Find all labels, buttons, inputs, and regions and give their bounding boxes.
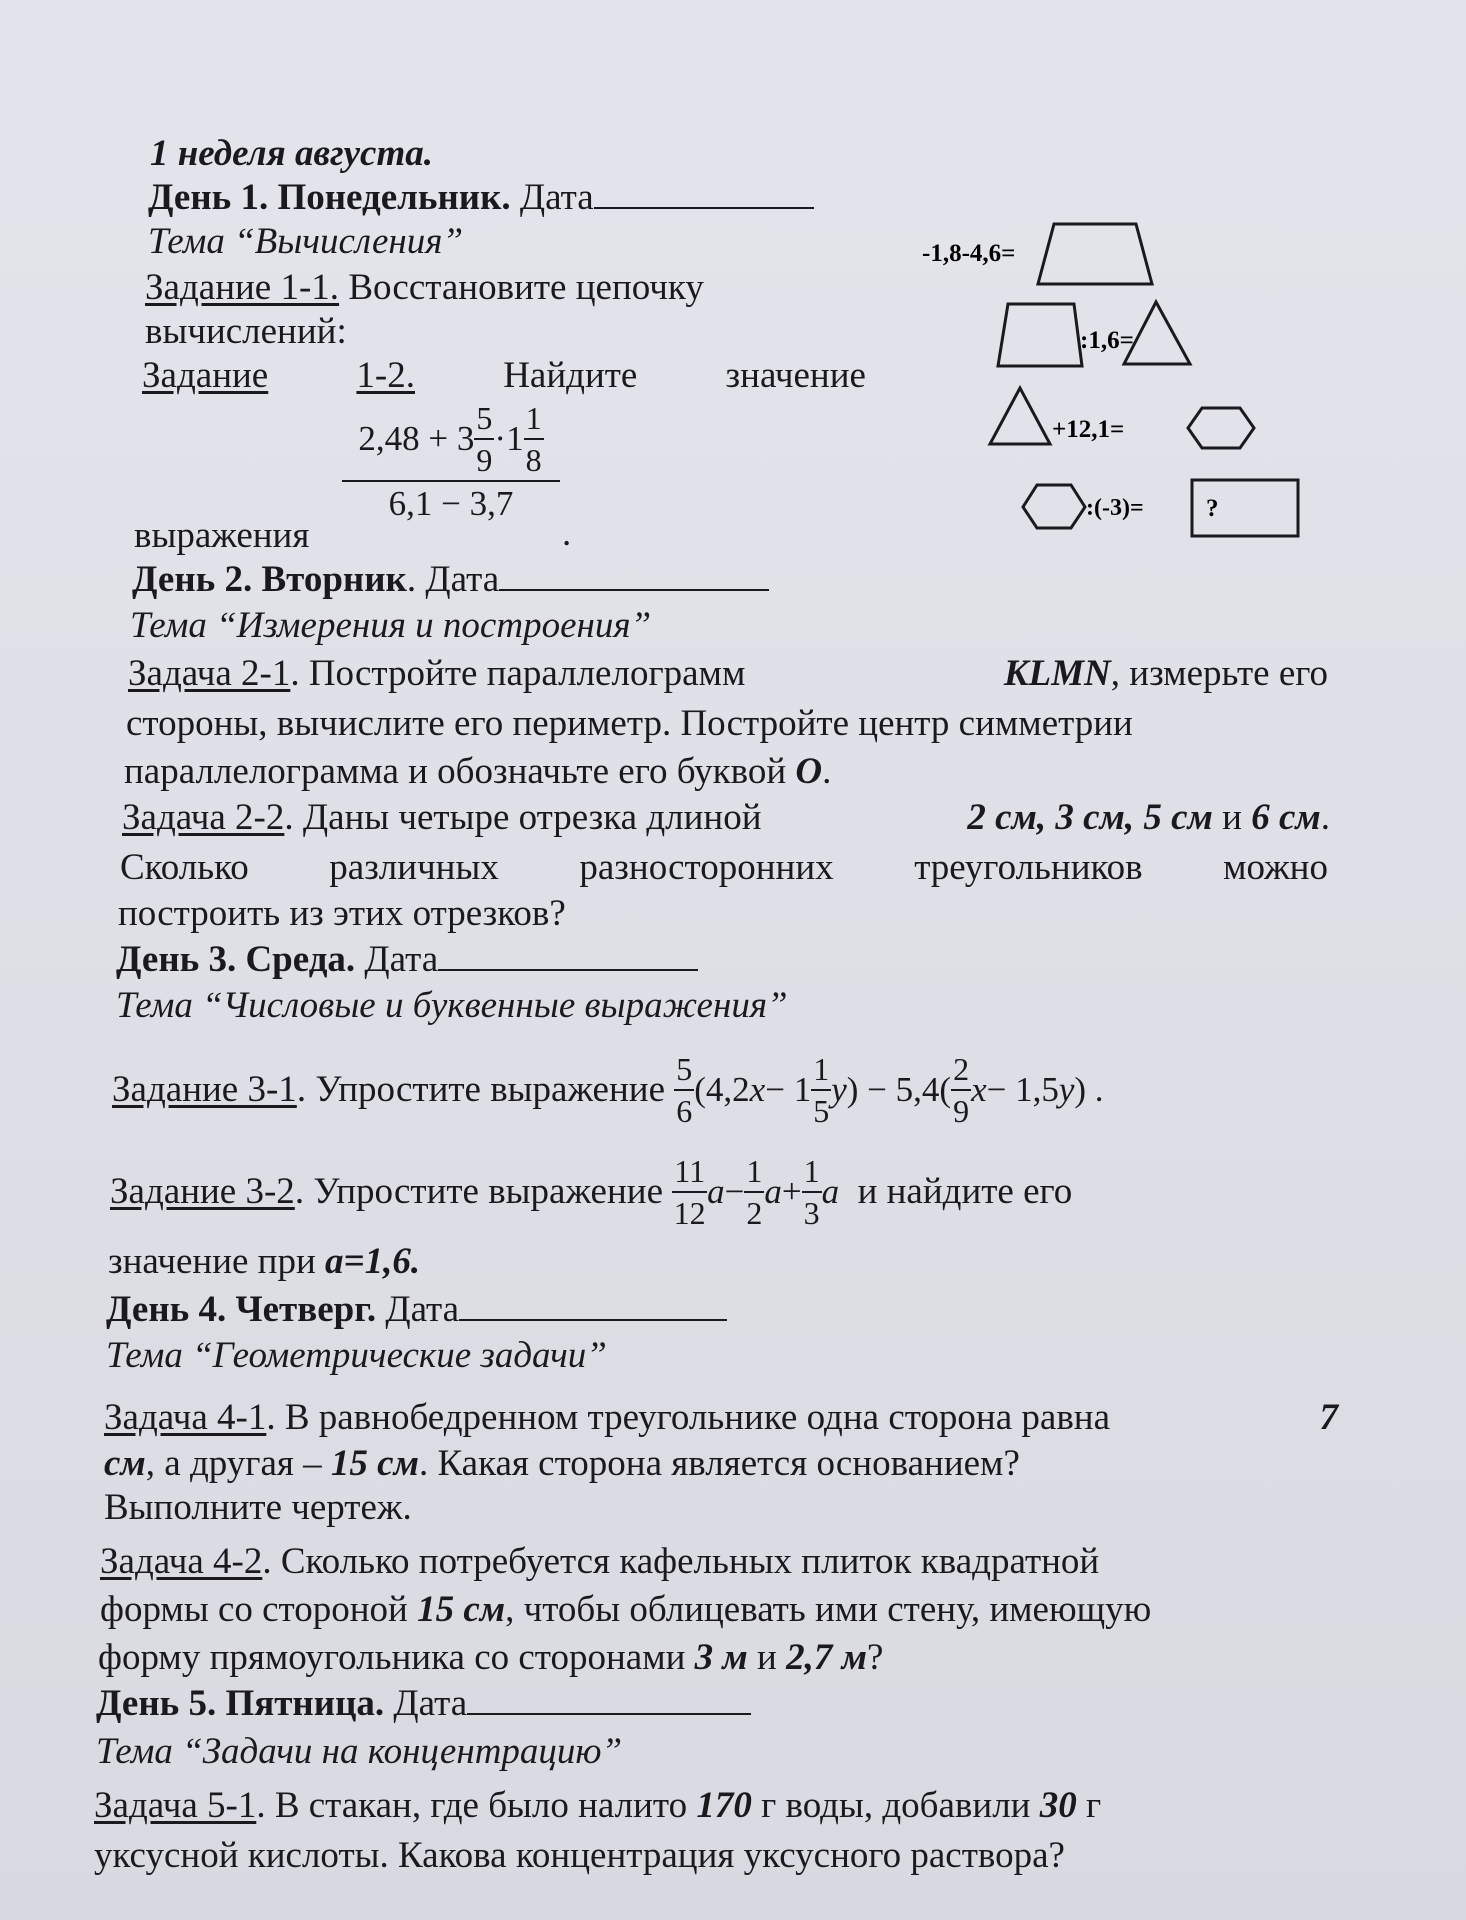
task-5-1-line1: Задача 5-1. В стакан, где было налито 170 г воды, добавили 30 г — [94, 1785, 1102, 1826]
day1-heading: День 1. Понедельник. Дата — [148, 176, 814, 220]
chain-step-2: :1,6= — [1080, 327, 1134, 354]
task-2-1-line2: стороны, вычислите его периметр. Постройте центр симметрии — [126, 703, 1133, 744]
task-2-1-line1: Задача 2-1. Постройте параллелограмм KLMN, измерьте его — [128, 653, 1328, 694]
task-4-2-line3: форму прямоугольника со сторонами 3 м и 2,7 м? — [98, 1637, 884, 1678]
task-2-2-line2: Сколько различных разносторонних треугольников можно — [120, 847, 1328, 888]
week-heading: 1 неделя августа. — [150, 133, 434, 174]
day4-heading: День 4. Четверг. Дата — [106, 1288, 727, 1332]
chain-step-3: +12,1= — [1052, 416, 1125, 443]
triangle-icon — [1124, 302, 1190, 364]
task-2-1-line3: параллелограмма и обозначьте его буквой O. — [124, 751, 832, 792]
expression-word: выражения — [134, 515, 310, 556]
day3-theme: Тема “Числовые и буквенные выражения” — [116, 985, 788, 1026]
trapezoid-icon-2 — [998, 304, 1082, 366]
calculation-chain — [900, 210, 1320, 550]
chain-step-1: -1,8-4,6= — [922, 240, 1016, 267]
day5-theme: Тема “Задачи на концентрацию” — [96, 1731, 623, 1772]
task-1-1: Задание 1-1. Восстановите цепочку — [145, 267, 704, 308]
triangle-icon-2 — [990, 388, 1050, 444]
task-4-2-line1: Задача 4-2. Сколько потребуется кафельных плиток квадратной — [100, 1541, 1100, 1582]
task-2-2-line1: Задача 2-2. Даны четыре отрезка длиной 2 см, 3 см, 5 см и 6 см. — [122, 797, 1330, 838]
task-3-1: Задание 3-1 . Упростите выражение $\frac{5}{6}$ (4,2 x − 1 $\frac{1}{5}$ y ) − 5,4( $\frac{2}{9}$ x − 1,5 y ) . — [112, 1051, 1104, 1129]
task-4-2-line2: формы со стороной 15 см, чтобы облицевать ими стену, имеющую — [100, 1589, 1152, 1630]
trapezoid-icon — [1038, 224, 1152, 284]
task-4-1-line3: Выполните чертеж. — [104, 1487, 412, 1528]
task-3-2: Задание 3-2 . Упростите выражение $\frac{11}{12}$ a − $\frac{1}{2}$ a + $\frac{1}{3}$ a и найдите его — [110, 1153, 1073, 1231]
day5-heading: День 5. Пятница. Дата — [96, 1682, 751, 1726]
expression-1-2: 2,48 + 3 $\frac{5}{9}$ ·1 $\frac{1}{8}$ 6,1 − 3,7 — [342, 402, 560, 524]
hexagon-icon-2 — [1023, 485, 1085, 528]
day2-heading: День 2. Вторник. Дата — [132, 558, 769, 602]
hexagon-icon — [1188, 408, 1254, 448]
day2-theme: Тема “Измерения и построения” — [130, 605, 652, 646]
chain-answer: ? — [1206, 495, 1219, 522]
task-1-2: Задание 1-2. Найдите значение — [142, 355, 866, 396]
day3-heading: День 3. Среда. Дата — [116, 938, 698, 982]
task-4-1-line1: Задача 4-1. В равнобедренном треугольнике одна сторона равна 7 — [104, 1397, 1338, 1438]
task-3-2-line2: значение при a=1,6. — [108, 1241, 421, 1282]
expression-period: . — [562, 513, 572, 554]
chain-step-4: :(-3)= — [1086, 495, 1144, 521]
task-4-1-line2: см, а другая – 15 см. Какая сторона является основанием? — [104, 1443, 1020, 1484]
day1-theme: Тема “Вычисления” — [148, 221, 464, 262]
task-1-1-cont: вычислений: — [145, 311, 347, 352]
task-5-1-line2: уксусной кислоты. Какова концентрация уксусного раствора? — [94, 1835, 1065, 1876]
task-2-2-line3: построить из этих отрезков? — [118, 893, 566, 934]
day4-theme: Тема “Геометрические задачи” — [106, 1335, 607, 1376]
